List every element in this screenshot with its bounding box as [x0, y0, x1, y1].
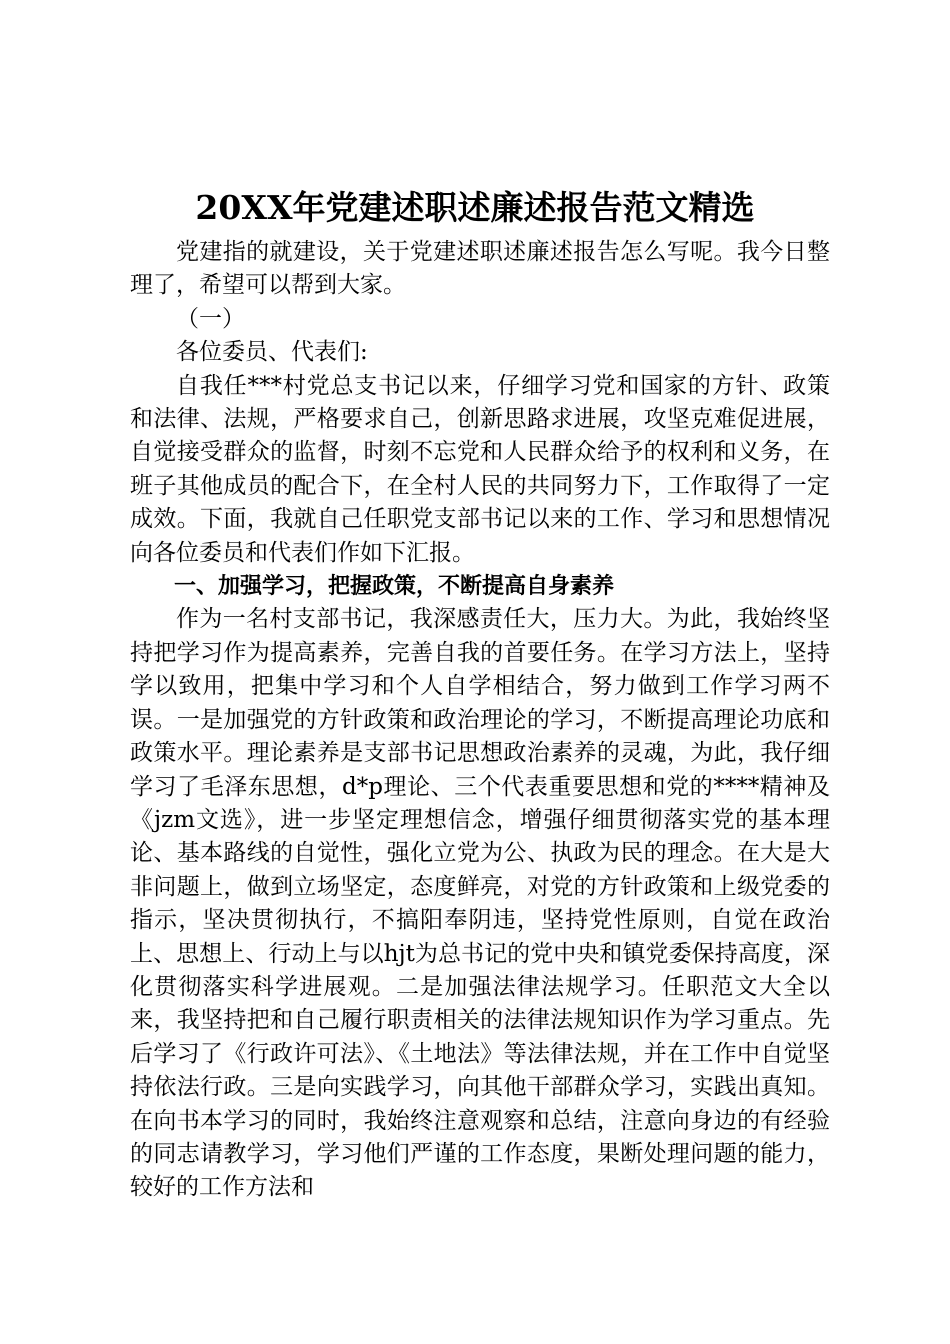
- section-heading: 一、加强学习，把握政策，不断提高自身素养: [174, 574, 615, 600]
- opening-paragraph: 自我任***村党总支书记以来，仔细学习党和国家的方针、政策和法律、法规，严格要求自己，创新思路求进展，攻坚克难促进展，自觉接受群众的监督，时刻不忘党和人民群众给予的权利和义务，在班子其他成员的配合下，在全村人民的共同努力下，工作取得了一定成效。下面，我就自己任职党支部书记以来的工作、学习和思想情况向各位委员和代表们作如下汇报。: [130, 372, 830, 566]
- intro-paragraph: 党建指的就建设，关于党建述职述廉述报告怎么写呢。我今日整理了，希望可以帮到大家。: [130, 239, 830, 299]
- document-title: 20XX年党建述职述廉述报告范文精选: [195, 188, 755, 227]
- document-body: [130, 236, 830, 1205]
- section-paragraph: 作为一名村支部书记，我深感责任大，压力大。为此，我始终坚持把学习作为提高素养，完善自我的首要任务。在学习方法上，坚持学以致用，把集中学习和个人自学相结合，努力做到工作学习两不误。一是加强党的方针政策和政治理论的学习，不断提高理论功底和政策水平。理论素养是支部书记思想政治素养的灵魂，为此，我仔细学习了毛泽东思想，d*p理论、三个代表重要思想和党的****精神及《jzm文选》，进一步坚定理想信念，增强仔细贯彻落实党的基本理论、基本路线的自觉性，强化立党为公、执政为民的理念。在大是大非问题上，做到立场坚定，态度鲜亮，对党的方针政策和上级党委的指示，坚决贯彻执行，不搞阳奉阴违，坚持党性原则，自觉在政治上、思想上、行动上与以hjt为总书记的党中央和镇党委保持高度，深化贯彻落实科学进展观。二是加强法律法规学习。任职范文大全以来，我坚持把和自己履行职责相关的法律法规知识作为学习重点。先后学习了《行政许可法》、《土地法》等法律法规，并在工作中自觉坚持依法行政。三是向实践学习，向其他干部群众学习，实践出真知。在向书本学习的同时，我始终注意观察和总结，注意向身边的有经验的同志请教学习，学习他们严谨的工作态度，果断处理问题的能力，较好的工作方法和: [130, 606, 830, 1201]
- section-number: （一）: [176, 305, 245, 332]
- salutation: 各位委员、代表们:: [176, 339, 368, 366]
